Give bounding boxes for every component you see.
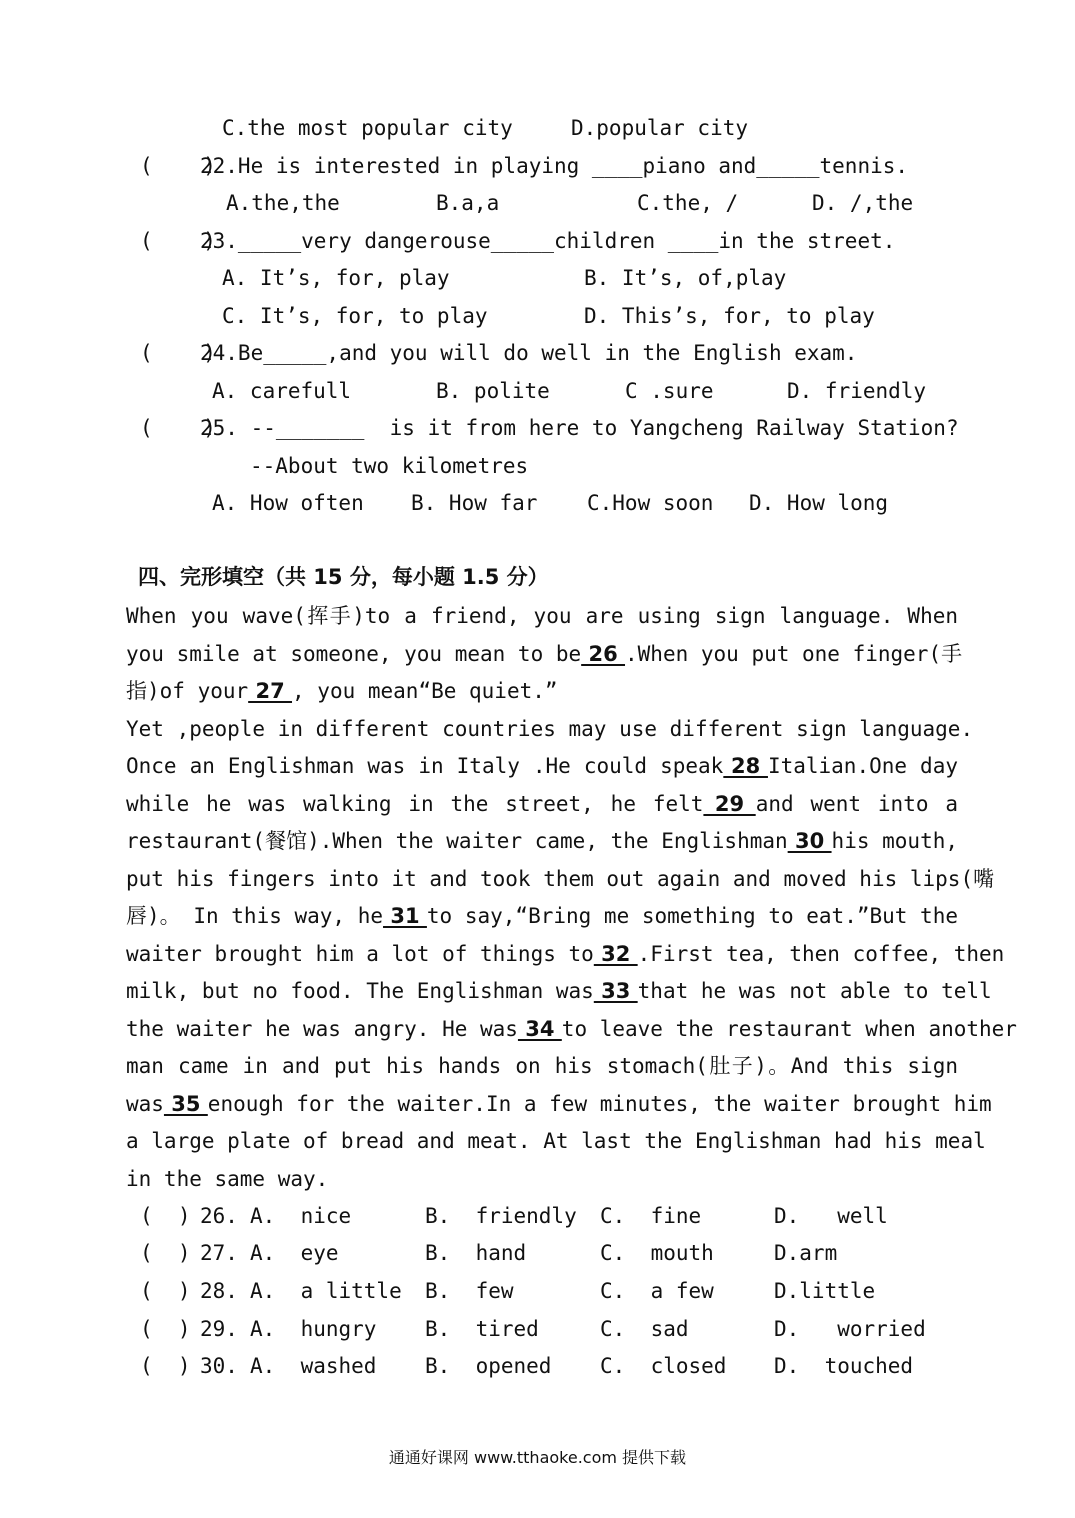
question-stem: 23._____very dangerouse_____children ____in the street. (200, 229, 896, 253)
question-reply: --About two kilometres (250, 454, 529, 478)
answer-paren: ( ) (140, 1241, 191, 1265)
blank-33: 33 (593, 979, 638, 1003)
passage-line: in the same way. (126, 1167, 329, 1191)
passage-line: restaurant(餐馆).When the waiter came, the Englishman 30 his mouth, (126, 829, 958, 853)
passage-line: Yet ,people in different countries may use different sign language. (126, 717, 974, 741)
option-b: B.a,a (436, 191, 500, 215)
passage-line: the waiter he was angry. He was 34 to leave the restaurant when another (126, 1017, 1017, 1041)
option-c: C. fine (600, 1204, 702, 1228)
option-a: A. a little (250, 1279, 402, 1303)
passage-line: Once an Englishman was in Italy .He could speak 28 Italian.One day (126, 754, 958, 778)
answer-paren: ( ) (140, 229, 216, 253)
passage-line: was 35 enough for the waiter.In a few minutes, the waiter brought him (126, 1092, 992, 1116)
blank-30: 30 (787, 829, 832, 853)
option-d: D. /,the (812, 191, 914, 215)
passage-line: waiter brought him a lot of things to 32 .First tea, then coffee, then (126, 942, 1005, 966)
question-number: 27. (200, 1241, 238, 1265)
section-heading: 四、完形填空（共 15 分，每小题 1.5 分） (138, 565, 549, 589)
blank-34: 34 (517, 1017, 562, 1041)
blank-32: 32 (593, 942, 638, 966)
question-stem: 25. --_______ is it from here to Yangcheng Railway Station? (200, 416, 959, 440)
passage-line: 指)of your 27 , you mean“Be quiet.” (126, 679, 558, 703)
option-b: B. opened (425, 1354, 552, 1378)
answer-paren: ( ) (140, 1204, 191, 1228)
blank-26: 26 (581, 642, 626, 666)
blank-31: 31 (383, 904, 427, 928)
page-footer: 通通好课网 www.tthaoke.com 提供下载 (388, 1448, 687, 1467)
passage-line: man came in and put his hands on his stomach(肚子)。And this sign (126, 1054, 958, 1078)
option-d: D. worried (774, 1317, 926, 1341)
option-c: C.How soon (587, 491, 714, 515)
option-c: C .sure (625, 379, 714, 403)
q21-option-c: C.the most popular city (222, 116, 513, 140)
passage-line: milk, but no food. The Englishman was 33 that he was not able to tell (126, 979, 992, 1003)
blank-27: 27 (248, 679, 293, 703)
option-a: A. washed (250, 1354, 377, 1378)
option-b: B. It’s, of,play (584, 266, 787, 290)
blank-35: 35 (163, 1092, 208, 1116)
passage-line: When you wave(挥手)to a friend, you are using sign language. When (126, 604, 958, 628)
option-a: A. carefull (212, 379, 352, 403)
option-d: D. How long (749, 491, 889, 515)
option-d: D. This’s, for, to play (584, 304, 875, 328)
answer-paren: ( ) (140, 1354, 191, 1378)
option-d: D.arm (774, 1241, 838, 1265)
option-c: C. a few (600, 1279, 714, 1303)
option-d: D. friendly (787, 379, 927, 403)
option-a: A. nice (250, 1204, 352, 1228)
option-b: B. friendly (425, 1204, 577, 1228)
passage-line: you smile at someone, you mean to be 26 .When you put one finger(手 (126, 642, 963, 666)
option-b: B. hand (425, 1241, 527, 1265)
option-d: D. well (774, 1204, 888, 1228)
option-a: A. It’s, for, play (222, 266, 450, 290)
option-b: B. polite (436, 379, 550, 403)
option-c: C. mouth (600, 1241, 714, 1265)
question-stem: 24.Be_____,and you will do well in the English exam. (200, 341, 858, 365)
option-b: B. few (425, 1279, 514, 1303)
answer-paren: ( ) (140, 154, 216, 178)
option-a: A.the,the (226, 191, 340, 215)
answer-paren: ( ) (140, 341, 216, 365)
option-d: D.little (774, 1279, 876, 1303)
option-b: B. tired (425, 1317, 539, 1341)
option-a: A. hungry (250, 1317, 377, 1341)
question-stem: 22.He is interested in playing ____piano and_____tennis. (200, 154, 909, 178)
passage-line: 唇)。 In this way, he 31 to say,“Bring me something to eat.”But the (126, 904, 958, 928)
answer-paren: ( ) (140, 416, 216, 440)
passage-line: while he was walking in the street, he felt 29 and went into a (126, 792, 958, 816)
blank-29: 29 (703, 792, 756, 816)
option-c: C.the, / (637, 191, 739, 215)
passage-line: a large plate of bread and meat. At last the Englishman had his meal (126, 1129, 986, 1153)
question-number: 28. (200, 1279, 238, 1303)
answer-paren: ( ) (140, 1317, 191, 1341)
option-a: A. How often (212, 491, 364, 515)
option-a: A. eye (250, 1241, 339, 1265)
passage-line: put his fingers into it and took them out again and moved his lips(嘴 (126, 867, 995, 891)
question-number: 26. (200, 1204, 238, 1228)
option-c: C. It’s, for, to play (222, 304, 488, 328)
blank-28: 28 (723, 754, 768, 778)
question-number: 30. (200, 1354, 238, 1378)
option-c: C. closed (600, 1354, 727, 1378)
question-number: 29. (200, 1317, 238, 1341)
q21-option-d: D.popular city (571, 116, 749, 140)
option-c: C. sad (600, 1317, 689, 1341)
option-b: B. How far (411, 491, 538, 515)
option-d: D. touched (774, 1354, 914, 1378)
answer-paren: ( ) (140, 1279, 191, 1303)
